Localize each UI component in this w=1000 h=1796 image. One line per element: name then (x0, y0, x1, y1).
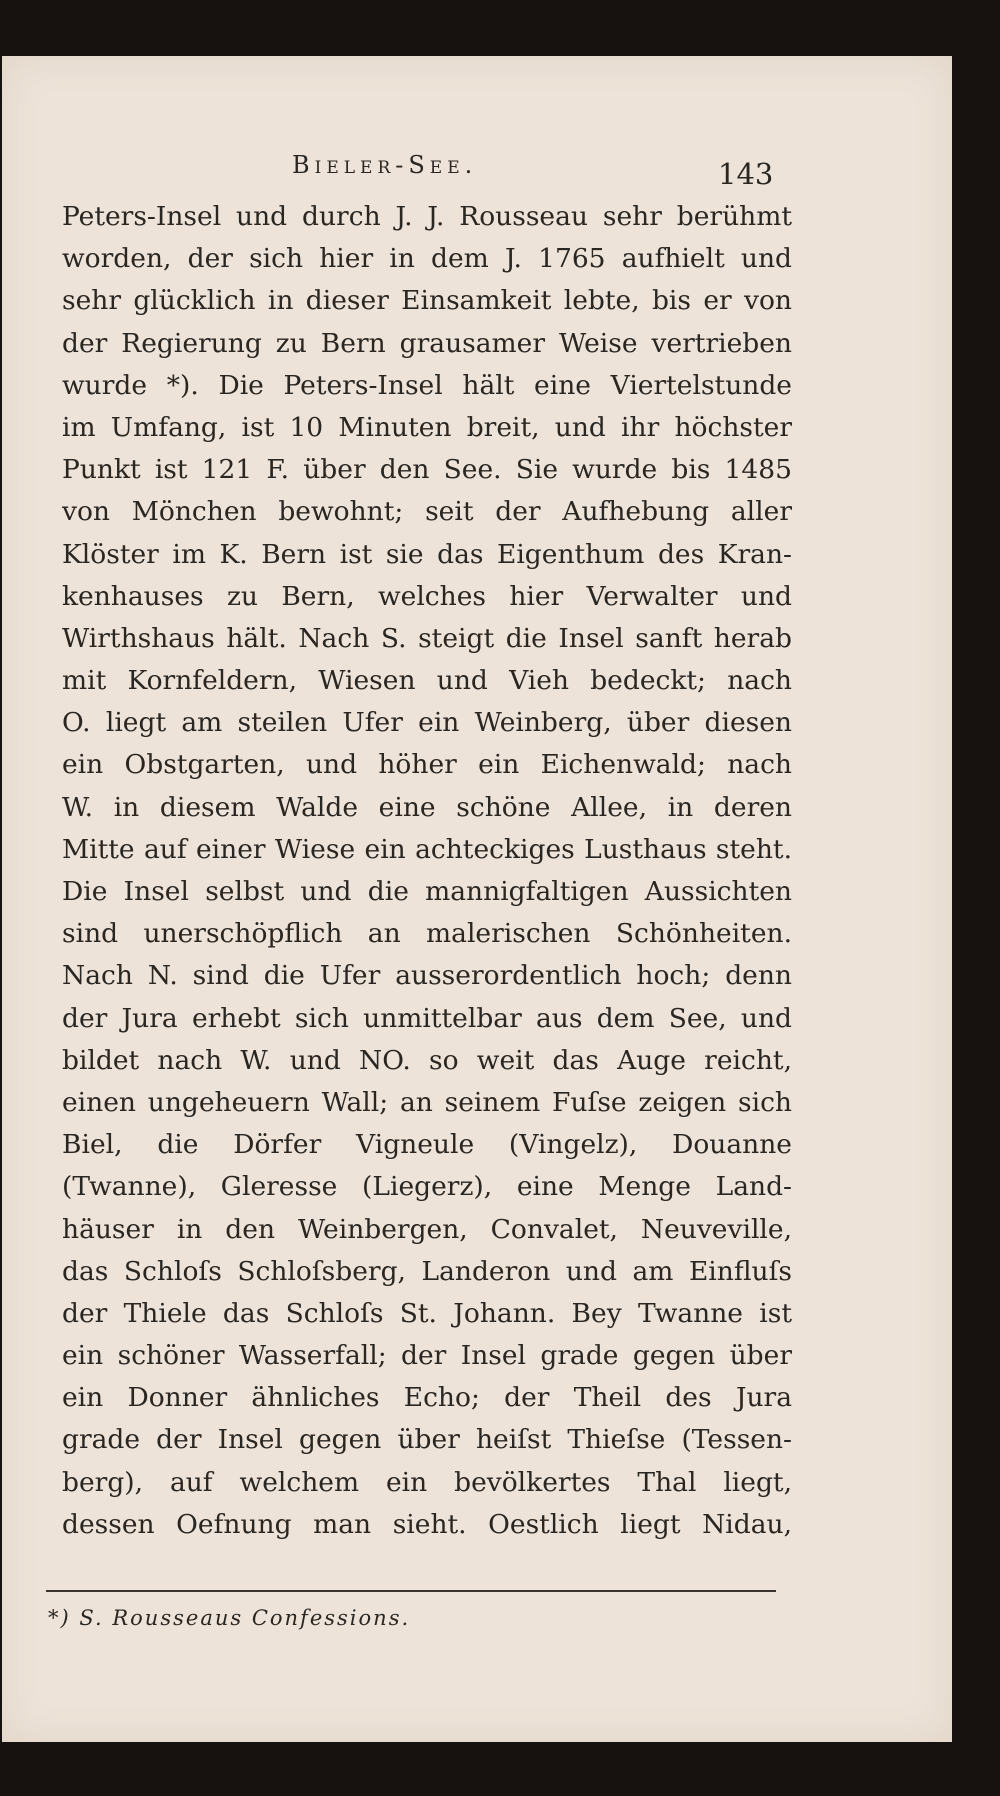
text-line: der Jura erhebt sich unmittelbar aus dem See, und (62, 1002, 792, 1034)
text-line: O. liegt am steilen Ufer ein Weinberg, über diesen (62, 707, 792, 739)
text-line: berg), auf welchem ein bevölkertes Thal liegt, (62, 1466, 792, 1498)
text-line: sehr glücklich in dieser Einsamkeit lebte, bis er von (62, 285, 792, 317)
body-text (62, 196, 792, 1546)
text-line: das Schloſs Schloſsberg, Landeron und am Einfluſs (62, 1255, 792, 1287)
text-line: der Thiele das Schloſs St. Johann. Bey Twanne ist (62, 1297, 792, 1329)
text-line: im Umfang, ist 10 Minuten breit, und ihr höchster (62, 411, 792, 443)
text-line: grade der Insel gegen über heiſst Thieſse (Tessen- (62, 1424, 792, 1456)
text-line: der Regierung zu Bern grausamer Weise vertrieben (62, 327, 792, 359)
text-line: Die Insel selbst und die mannigfaltigen Aussichten (62, 876, 792, 907)
text-line: Biel, die Dörfer Vigneule (Vingelz), Douanne (62, 1129, 792, 1161)
text-line: ein schöner Wasserfall; der Insel grade gegen über (62, 1340, 792, 1372)
text-line: Mitte auf einer Wiese ein achteckiges Lusthaus steht. (62, 833, 792, 865)
text-line: einen ungeheuern Wall; an seinem Fuſse zeigen sich (62, 1086, 792, 1118)
text-line: häuser in den Weinbergen, Convalet, Neuveville, (62, 1213, 792, 1245)
text-line: worden, der sich hier in dem J. 1765 aufhielt und (62, 243, 792, 275)
text-line: von Mönchen bewohnt; seit der Aufhebung aller (62, 496, 792, 528)
text-line: Nach N. sind die Ufer ausserordentlich hoch; denn (62, 960, 792, 992)
text-line: Klöster im K. Bern ist sie das Eigenthum des Kran- (62, 538, 792, 570)
text-line: wurde *). Die Peters-Insel hält eine Viertelstunde (62, 369, 792, 401)
text-line: (Twanne), Gleresse (Liegerz), eine Menge Land- (62, 1171, 792, 1203)
text-line: mit Kornfeldern, Wiesen und Vieh bedeckt; nach (62, 665, 792, 697)
footnote-rule (46, 1590, 776, 1592)
text-line: ein Donner ähnliches Echo; der Theil des Jura (62, 1382, 792, 1414)
running-title: Bieler-See. (292, 151, 478, 179)
page-number: 143 (718, 157, 774, 191)
text-line: bildet nach W. und NO. so weit das Auge reicht, (62, 1044, 792, 1076)
text-line: sind unerschöpflich an malerischen Schönheiten. (62, 918, 792, 950)
text-line: Peters-Insel und durch J. J. Rousseau sehr berühmt (62, 201, 792, 232)
text-line: kenhauses zu Bern, welches hier Verwalter und (62, 580, 792, 612)
book-page (2, 56, 952, 1742)
page-header (2, 151, 952, 191)
text-line: dessen Oefnung man sieht. Oestlich liegt Nidau, (62, 1508, 792, 1540)
text-line: W. in diesem Walde eine schöne Allee, in deren (62, 791, 792, 823)
text-line: Punkt ist 121 F. über den See. Sie wurde bis 1485 (62, 454, 792, 486)
text-line: Wirthshaus hält. Nach S. steigt die Insel sanft herab (62, 622, 792, 654)
footnote: *) S. Rousseaus Confessions. (48, 1606, 411, 1630)
text-line: ein Obstgarten, und höher ein Eichenwald; nach (62, 749, 792, 781)
